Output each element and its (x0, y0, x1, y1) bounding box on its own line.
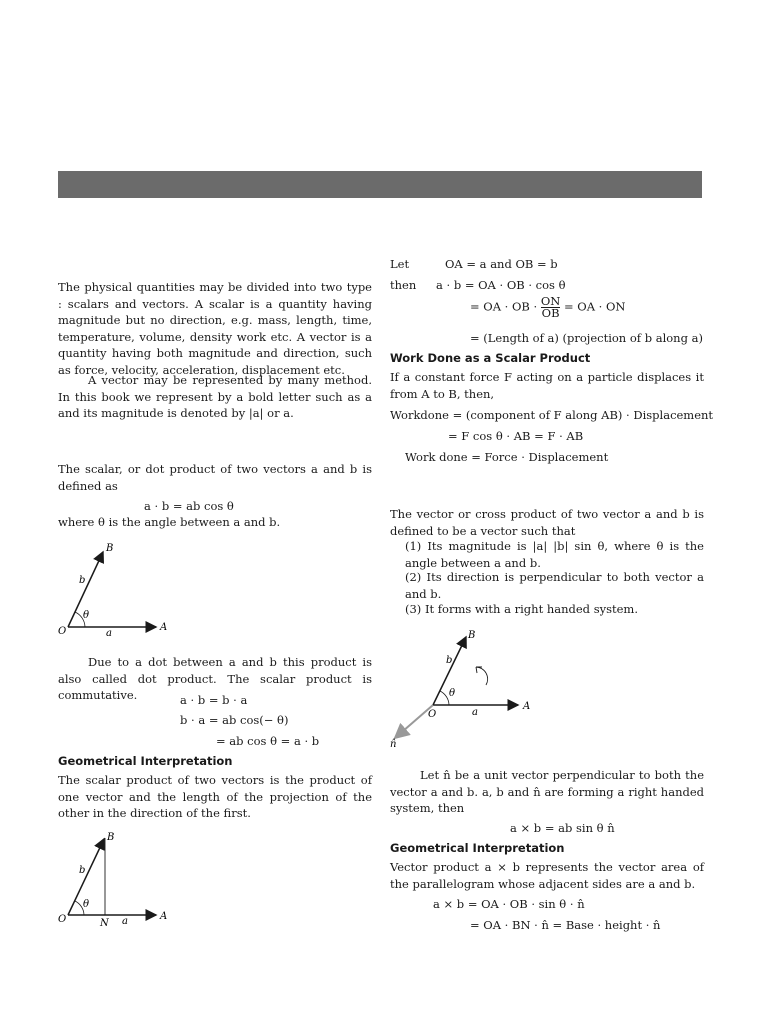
representation-paragraph: A vector may be represented by many method. In this book we represent by a bold letter such as a and its magnitude is denoted by |a| or a. (58, 373, 372, 420)
fig2-label-b: b (79, 865, 86, 876)
let-label: Let (390, 257, 410, 271)
work-done-equation-2: = F cos θ · AB = F · AB (448, 429, 584, 443)
fig2-label-O: O (58, 914, 67, 925)
fig2-label-theta: θ (83, 899, 90, 910)
fig2-label-N: N (100, 918, 109, 928)
angle-arc (440, 691, 449, 705)
fig3-label-A: A (523, 701, 531, 712)
projection-diagram (58, 828, 188, 928)
then-equation-3: = (Length of a) (projection of b along a) (470, 331, 703, 345)
commutative-eq-1: a · b = b · a (180, 693, 248, 707)
area-equation-1: a × b = OA · OB · sin θ · n̂ (433, 897, 585, 911)
work-done-heading: Work Done as a Scalar Product (390, 351, 591, 365)
then-label: then (390, 278, 417, 292)
fig3-label-O: O (428, 709, 437, 720)
fraction-numerator: ON (540, 294, 561, 308)
dot-product-name-paragraph: Due to a dot between a and b this product is also called dot product. The scalar product is commutative. (58, 655, 372, 702)
geometrical-interpretation-text: The scalar product of two vectors is the product of one vector and the length of the projection of the other in the direction of the first. (58, 773, 372, 820)
let-equation: OA = a and OB = b (445, 257, 558, 271)
fig1-label-theta: θ (83, 610, 90, 621)
fig1-label-B: B (106, 543, 114, 554)
cross-product-property-1: (1) Its magnitude is |a| |b| sin θ, where θ is the angle between a and b. (405, 539, 704, 570)
geometrical-interpretation-heading: Geometrical Interpretation (58, 754, 233, 768)
fig3-label-a: a (472, 707, 478, 718)
fig1-label-a: a (106, 628, 112, 638)
then-equation-2-suffix: = OA · ON (564, 299, 626, 314)
then-equation-1: a · b = OA · OB · cos θ (436, 278, 566, 292)
fig1-label-b: b (79, 575, 86, 586)
work-done-text: If a constant force F acting on a particle displaces it from A to B, then, (390, 370, 704, 401)
cross-product-diagram (390, 625, 550, 750)
fig2-label-B: B (107, 832, 115, 843)
commutative-eq-3: = ab cos θ = a · b (216, 734, 320, 748)
cross-product-equation: a × b = ab sin θ n̂ (510, 821, 615, 835)
fig3-label-b: b (446, 655, 453, 666)
fig2-label-a: a (122, 916, 128, 927)
then-equation-2-prefix: = OA · OB · (470, 299, 538, 314)
cross-geometrical-interpretation-heading: Geometrical Interpretation (390, 841, 565, 855)
chapter-header-bar (58, 171, 702, 198)
dot-product-definition: The scalar, or dot product of two vectors a and b is defined as (58, 462, 372, 493)
area-equation-2: = OA · BN · n̂ = Base · height · n̂ (470, 918, 661, 932)
dot-product-equation: a · b = ab cos θ (144, 499, 234, 513)
cross-geometrical-interpretation-text: Vector product a × b represents the vector area of the parallelogram whose adjacent sides are a and b. (390, 860, 704, 891)
cross-product-property-2: (2) Its direction is perpendicular to both vector a and b. (405, 570, 704, 601)
cross-product-property-3: (3) It forms with a right handed system. (405, 602, 638, 616)
commutative-eq-2: b · a = ab cos(− θ) (180, 713, 289, 727)
fig3-label-theta: θ (449, 688, 456, 699)
fig3-label-B: B (468, 630, 476, 641)
rotation-arrow (476, 667, 488, 685)
intro-paragraph: The physical quantities may be divided into two type : scalars and vectors. A scalar is a quantity having magnitude but no direction, e.g. mass, length, time, temperature, volume, density work etc. A vector is a quantity having both magnitude and direction, such as force, velocity, acceleration, displacement etc. (58, 280, 372, 377)
fig3-label-n-hat: n̂ (390, 739, 397, 750)
dot-product-angle-note: where θ is the angle between a and b. (58, 515, 281, 529)
dot-product-diagram (58, 538, 188, 638)
work-done-equation-3: Work done = Force · Displacement (405, 450, 609, 464)
fig2-label-A: A (160, 911, 168, 922)
fig1-label-A: A (160, 622, 168, 633)
fraction-on-over-ob (541, 296, 561, 319)
cross-product-definition: The vector or cross product of two vector a and b is defined to be a vector such that (390, 507, 704, 538)
fig1-label-O: O (58, 626, 67, 637)
fraction-denominator: OB (541, 306, 560, 320)
then-equation-2 (470, 296, 625, 319)
work-done-equation-1: Workdone = (component of F along AB) · Displacement (390, 408, 714, 422)
unit-vector-paragraph: Let n̂ be a unit vector perpendicular to both the vector a and b. a, b and n̂ are forming a right handed system, then (390, 768, 704, 815)
